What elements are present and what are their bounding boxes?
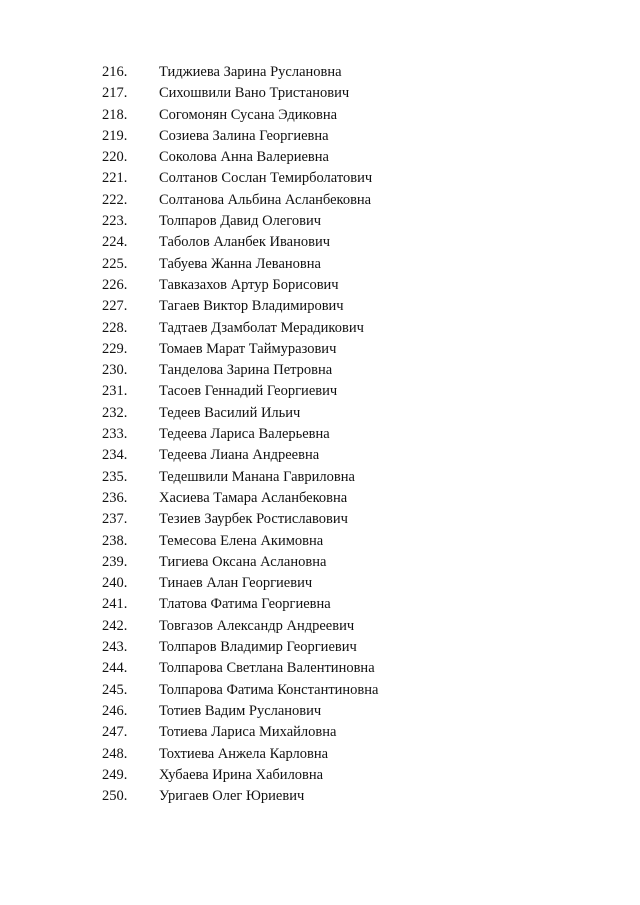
- list-item: [0, 488, 640, 509]
- person-name: Тагаев Виктор Владимирович: [159, 298, 344, 315]
- list-item: [0, 786, 640, 807]
- list-item: [0, 318, 640, 339]
- person-name: Соколова Анна Валериевна: [159, 149, 329, 166]
- list-item: [0, 147, 640, 168]
- item-number: 244.: [102, 660, 128, 677]
- list-item: [0, 339, 640, 360]
- person-name: Таболов Аланбек Иванович: [159, 234, 330, 251]
- person-name: Тиджиева Зарина Руслановна: [159, 64, 342, 80]
- list-item: [0, 83, 640, 104]
- item-number: 243.: [102, 639, 128, 656]
- list-item: [0, 424, 640, 445]
- item-number: 238.: [102, 532, 128, 549]
- item-number: 224.: [102, 234, 128, 251]
- person-name: Толпаров Владимир Георгиевич: [159, 639, 357, 656]
- list-item: [0, 190, 640, 211]
- person-name: Созиева Залина Георгиевна: [159, 127, 329, 144]
- list-item: [0, 62, 640, 83]
- person-name: Уригаев Олег Юриевич: [159, 788, 305, 805]
- item-number: 230.: [102, 362, 128, 379]
- item-number: 237.: [102, 511, 128, 528]
- person-name: Товгазов Александр Андреевич: [159, 617, 355, 634]
- item-number: 231.: [102, 383, 128, 400]
- list-item: [0, 658, 640, 679]
- item-number: 242.: [102, 617, 128, 634]
- person-name: Солтанов Сослан Темирболатович: [159, 170, 373, 187]
- item-number: 216.: [102, 64, 128, 80]
- list-item: [0, 275, 640, 296]
- item-number: 226.: [102, 276, 128, 293]
- list-item: [0, 126, 640, 147]
- item-number: 248.: [102, 745, 128, 762]
- person-name: Тигиева Оксана Аслановна: [159, 553, 327, 570]
- list-item: [0, 680, 640, 701]
- person-name: Темесова Елена Акимовна: [159, 532, 324, 549]
- list-item: [0, 616, 640, 637]
- person-name: Тинаев Алан Георгиевич: [159, 575, 313, 592]
- item-number: 221.: [102, 170, 128, 187]
- item-number: 229.: [102, 340, 128, 357]
- item-number: 236.: [102, 489, 128, 506]
- item-number: 227.: [102, 298, 128, 315]
- item-number: 239.: [102, 553, 128, 570]
- person-name: Табуева Жанна Левановна: [159, 255, 321, 272]
- item-number: 246.: [102, 702, 128, 719]
- item-number: 250.: [102, 788, 128, 805]
- list-item: [0, 701, 640, 722]
- list-item: [0, 232, 640, 253]
- list-item: [0, 765, 640, 786]
- item-number: 218.: [102, 106, 128, 123]
- person-name: Тлатова Фатима Георгиевна: [159, 596, 331, 613]
- list-item: [0, 254, 640, 275]
- item-number: 228.: [102, 319, 128, 336]
- list-item: [0, 509, 640, 530]
- item-number: 245.: [102, 681, 128, 698]
- list-item: [0, 467, 640, 488]
- list-item: [0, 360, 640, 381]
- numbered-name-list: [0, 62, 640, 807]
- person-name: Согомонян Сусана Эдиковна: [159, 106, 338, 123]
- person-name: Тасоев Геннадий Георгиевич: [159, 383, 338, 400]
- person-name: Тедеев Василий Ильич: [159, 404, 301, 421]
- list-item: [0, 552, 640, 573]
- item-number: 223.: [102, 213, 128, 230]
- person-name: Тедеева Лиана Андреевна: [159, 447, 320, 464]
- item-number: 222.: [102, 191, 128, 208]
- item-number: 225.: [102, 255, 128, 272]
- list-item: [0, 573, 640, 594]
- list-item: [0, 211, 640, 232]
- item-number: 240.: [102, 575, 128, 592]
- item-number: 232.: [102, 404, 128, 421]
- person-name: Танделова Зарина Петровна: [159, 362, 333, 379]
- item-number: 249.: [102, 766, 128, 783]
- list-item: [0, 445, 640, 466]
- person-name: Тедешвили Манана Гавриловна: [159, 468, 355, 485]
- person-name: Тедеева Лариса Валерьевна: [159, 426, 330, 443]
- person-name: Толпарова Светлана Валентиновна: [159, 660, 375, 677]
- list-item: [0, 296, 640, 317]
- person-name: Тотиев Вадим Русланович: [159, 702, 322, 719]
- list-item: [0, 637, 640, 658]
- person-name: Тотиева Лариса Михайловна: [159, 724, 337, 741]
- list-item: [0, 744, 640, 765]
- item-number: 241.: [102, 596, 128, 613]
- person-name: Толпарова Фатима Константиновна: [159, 681, 379, 698]
- item-number: 234.: [102, 447, 128, 464]
- item-number: 217.: [102, 85, 128, 102]
- person-name: Толпаров Давид Олегович: [159, 213, 322, 230]
- person-name: Хубаева Ирина Хабиловна: [159, 766, 324, 783]
- list-item: [0, 105, 640, 126]
- item-number: 220.: [102, 149, 128, 166]
- person-name: Томаев Марат Таймуразович: [159, 340, 337, 357]
- item-number: 235.: [102, 468, 128, 485]
- item-number: 247.: [102, 724, 128, 741]
- list-item: [0, 381, 640, 402]
- item-number: 233.: [102, 426, 128, 443]
- list-item: [0, 168, 640, 189]
- list-item: [0, 722, 640, 743]
- item-number: 219.: [102, 127, 128, 144]
- person-name: Тадтаев Дзамболат Мерадикович: [159, 319, 364, 336]
- list-item: [0, 594, 640, 615]
- person-name: Тезиев Заурбек Ростиславович: [159, 511, 348, 528]
- list-item: [0, 531, 640, 552]
- list-item: [0, 403, 640, 424]
- person-name: Хасиева Тамара Асланбековна: [159, 489, 348, 506]
- person-name: Солтанова Альбина Асланбековна: [159, 191, 372, 208]
- person-name: Тохтиева Анжела Карловна: [159, 745, 329, 762]
- person-name: Сихошвили Вано Тристанович: [159, 85, 350, 102]
- person-name: Тавказахов Артур Борисович: [159, 276, 339, 293]
